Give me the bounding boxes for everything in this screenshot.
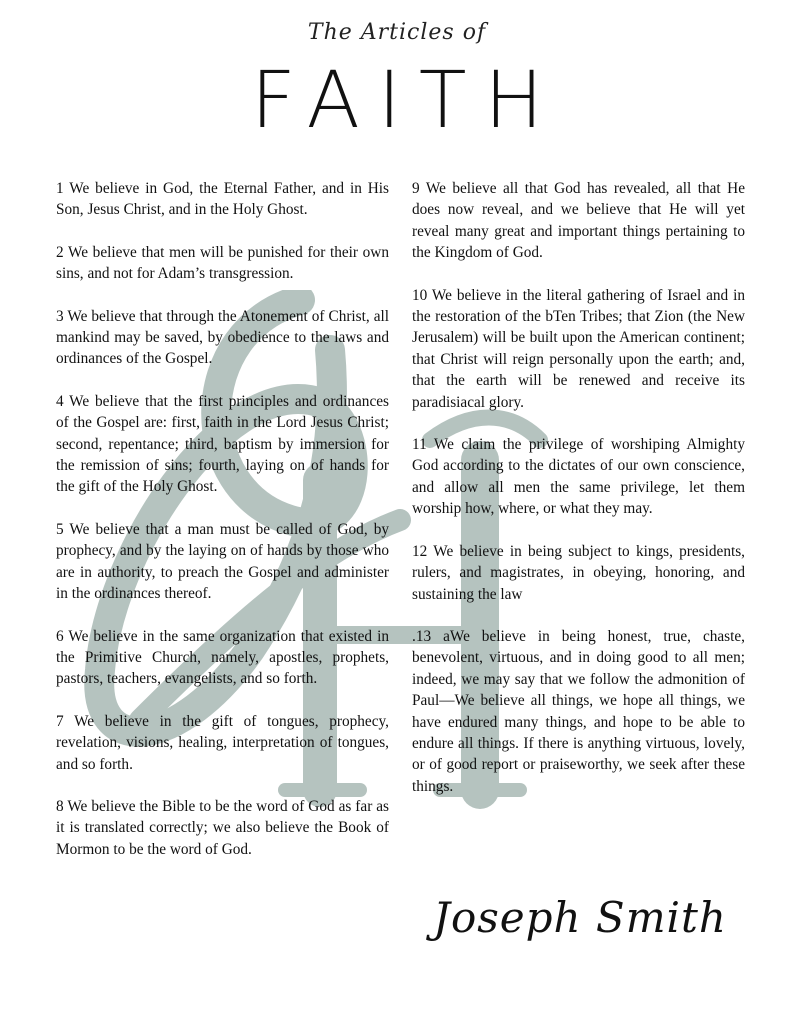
signature: Joseph Smith — [433, 893, 727, 942]
article-6: 6 We believe in the same organization that existed in the Primitive Church, namely, apostles, prophets, pastors, teachers, evangelists, and so forth. — [56, 627, 389, 688]
article-8: 8 We believe the Bible to be the word of God as far as it is translated correctly; we also believe the Book of Mormon to be the word of God. — [56, 797, 389, 858]
left-column — [56, 178, 389, 881]
article-5: 5 We believe that a man must be called of God, by prophecy, and by the laying on of hands by those who are in authority, to preach the Gospel and administer in the ordinances thereof. — [56, 520, 389, 603]
article-10: 10 We believe in the literal gathering of Israel and in the restoration of the bTen Tribes; that Zion (the New Jerusalem) will be built upon the American continent; that Christ will reign personally upon the earth; and, that the earth will be renewed and receive its paradisiacal glory. — [412, 286, 745, 411]
header-script-title: The Articles of — [307, 20, 487, 45]
article-1: 1 We believe in God, the Eternal Father, and in His Son, Jesus Christ, and in the Holy Ghost. — [56, 180, 389, 219]
article-4: 4 We believe that the first principles and ordinances of the Gospel are: first, faith in the Lord Jesus Christ; second, repentance; third, baptism by immersion for the remission of sins; fourth, laying on of hands for the gift of the Holy Ghost. — [56, 392, 389, 496]
article-2: 2 We believe that men will be punished for their own sins, and not for Adam’s transgression. — [56, 243, 389, 283]
article-12: 12 We believe in being subject to kings, presidents, rulers, and magistrates, in obeying, honoring, and sustaining the law — [412, 542, 745, 603]
article-3: 3 We believe that through the Atonement of Christ, all mankind may be saved, by obedience to the laws and ordinances of the Gospel. — [56, 307, 389, 368]
article-9: 9 We believe all that God has revealed, all that He does now reveal, and we believe that He will yet reveal many great and important things pertaining to the Kingdom of God. — [412, 180, 745, 262]
page-title: FAITH — [250, 56, 562, 146]
right-column — [412, 178, 745, 818]
article-13: .13 aWe believe in being honest, true, chaste, benevolent, virtuous, and in doing good to all men; indeed, we may say that we follow the admonition of Paul—We believe all things, we hope all things, we have endured many things, and hope to be able to endure all things. If there is anything virtuous, lovely, or of good report or praiseworthy, we seek after these things. — [412, 627, 745, 795]
article-11: 11 We claim the privilege of worshiping Almighty God according to the dictates of our own conscience, and allow all men the same privilege, let them worship how, where, or what they may. — [412, 436, 745, 518]
article-7: 7 We believe in the gift of tongues, prophecy, revelation, visions, healing, interpretation of tongues, and so forth. — [56, 712, 389, 773]
